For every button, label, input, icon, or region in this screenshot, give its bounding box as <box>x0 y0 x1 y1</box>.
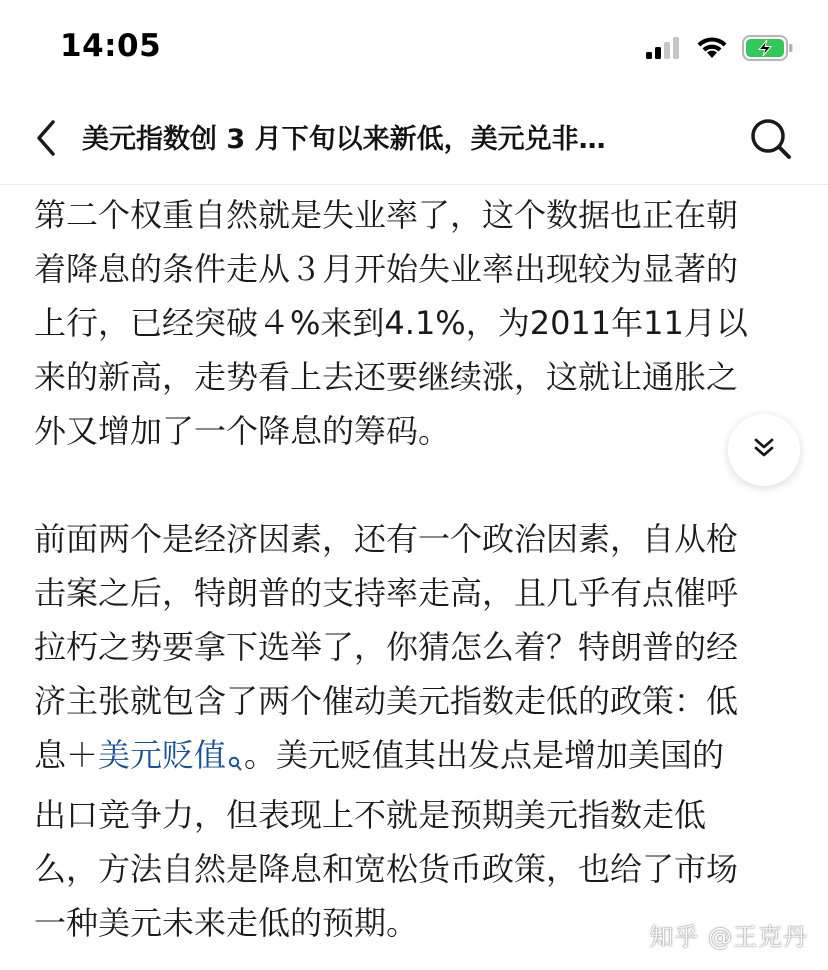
paragraph-spacer <box>34 458 804 512</box>
keyword-link[interactable]: 美元贬值 <box>98 736 227 774</box>
text-line: 击案之后，特朗普的支持率走高，且几乎有点催呼 <box>34 574 739 612</box>
watermark: 知乎 @王克丹 <box>649 923 808 951</box>
text-line: 前面两个是经济因素，还有一个政治因素，自从枪 <box>34 520 739 558</box>
article-body <box>34 188 804 950</box>
text-line: 着降息的条件走从３月开始失业率出现较为显著的 <box>34 250 739 288</box>
text-line: 第二个权重自然就是失业率了，这个数据也正在朝 <box>34 196 739 234</box>
status-time: 14:05 <box>60 28 162 64</box>
search-icon <box>748 147 794 166</box>
text-line-suffix: 。美元贬值其出发点是增加美国的 <box>244 736 725 774</box>
signal-icon <box>646 37 682 63</box>
battery-charging-icon <box>742 35 794 65</box>
text-line: 上行，已经突破４%来到4.1%，为2011年11月以 <box>34 304 748 342</box>
text-line: 出口竞争力，但表现上不就是预期美元指数走低 <box>34 796 707 834</box>
page-title: 美元指数创 3 月下旬以来新低，美元兑非… <box>82 124 606 155</box>
article-paragraph-2 <box>34 512 804 950</box>
text-line: 拉朽之势要拿下选举了，你猜怎么着？特朗普的经 <box>34 628 739 666</box>
search-button[interactable] <box>748 116 794 162</box>
text-line: 一种美元未来走低的预期。 <box>34 904 419 942</box>
status-icons <box>646 34 794 66</box>
expand-button[interactable] <box>728 414 800 486</box>
double-chevron-down-icon <box>751 435 777 465</box>
search-icon[interactable] <box>228 734 242 788</box>
chevron-left-icon <box>35 119 57 161</box>
text-line: 来的新高，走势看上去还要继续涨，这就让通胀之 <box>34 358 739 396</box>
nav-bar <box>0 96 828 185</box>
wifi-icon <box>696 36 728 64</box>
text-line-prefix: 息＋ <box>34 736 99 774</box>
status-bar <box>0 0 828 96</box>
text-line: 济主张就包含了两个催动美元指数走低的政策：低 <box>34 682 739 720</box>
text-line: 外又增加了一个降息的筹码。 <box>34 412 451 450</box>
text-line: 么，方法自然是降息和宽松货币政策，也给了市场 <box>34 850 739 888</box>
article-paragraph-1 <box>34 188 804 458</box>
back-button[interactable] <box>28 118 64 162</box>
